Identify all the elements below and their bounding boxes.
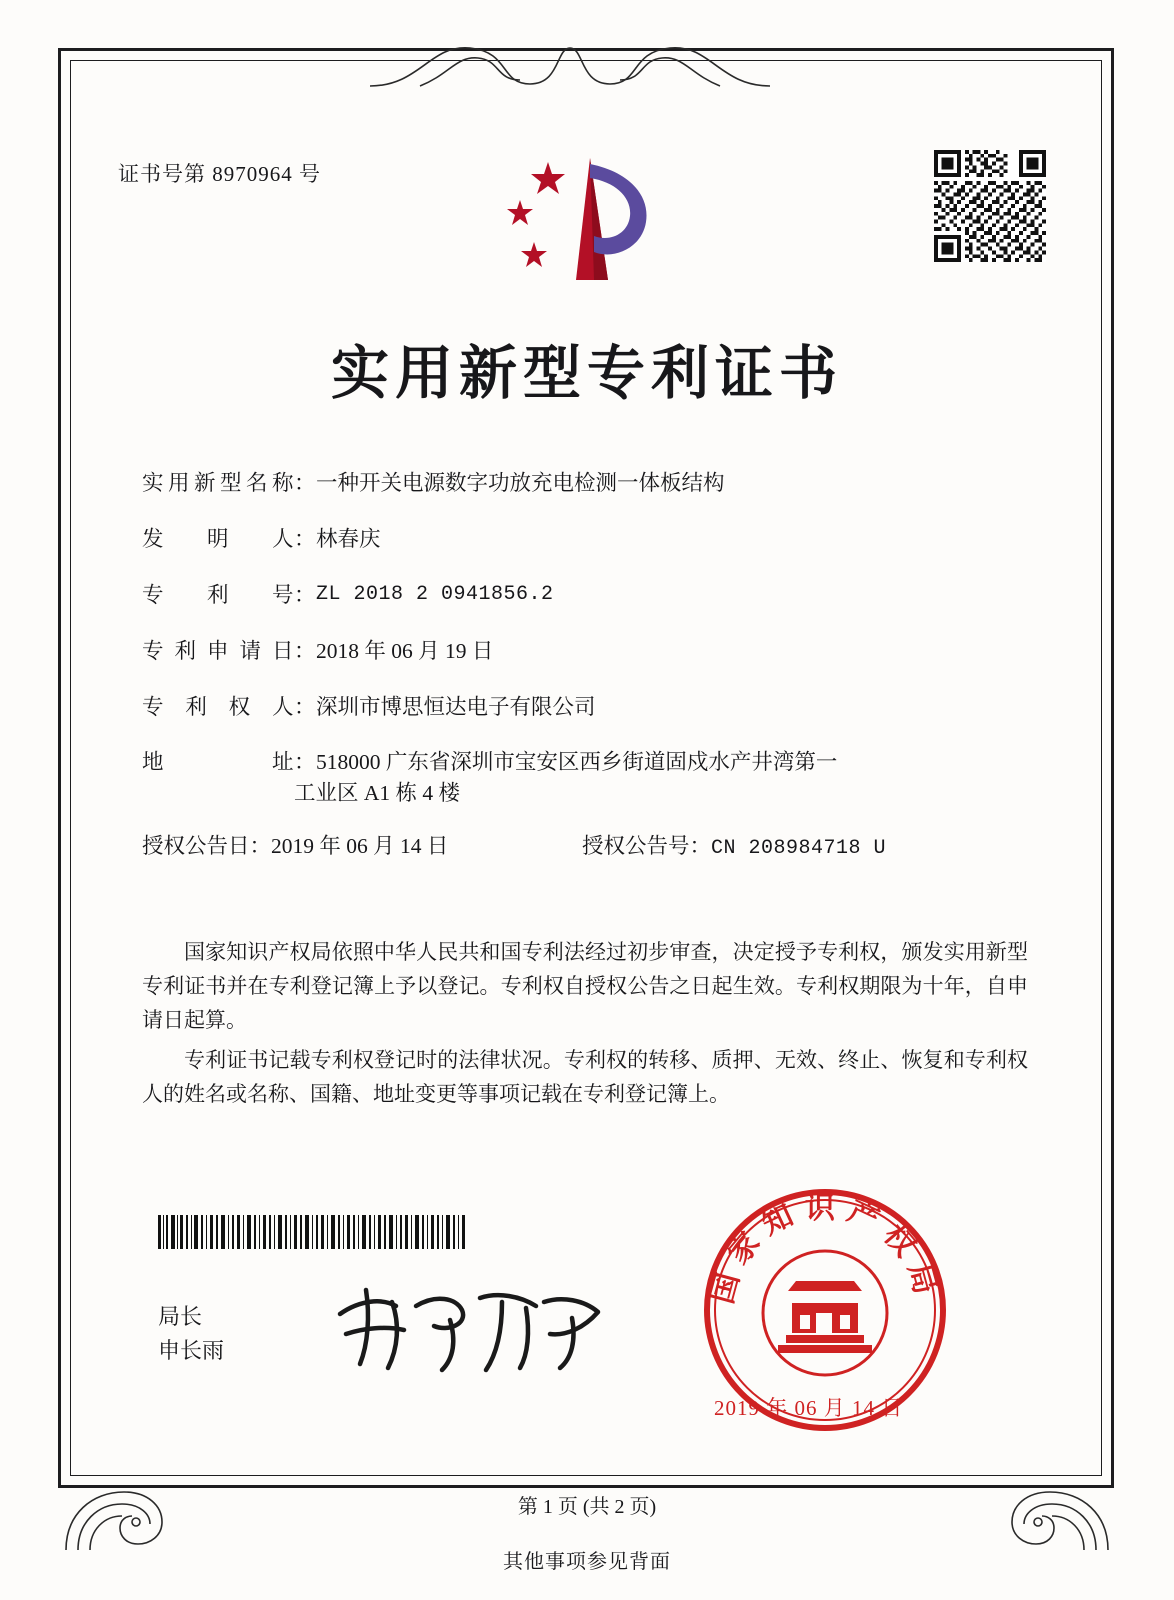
- field-label: 专利申请日: [142, 638, 294, 663]
- field-value-line2: 工业区 A1 栋 4 楼: [294, 781, 461, 806]
- director-name: 申长雨: [158, 1338, 225, 1364]
- grant-row: [142, 833, 1042, 861]
- field-patentee: 专利权人： 深圳市博思恒达电子有限公司: [142, 694, 1042, 721]
- field-value: 一种开关电源数字功放充电检测一体板结构: [316, 471, 725, 495]
- field-value: 林春庆: [316, 526, 381, 551]
- grant-number-label: 授权公告号：: [582, 834, 712, 859]
- page-number: 第 1 页 (共 2 页): [517, 1496, 657, 1518]
- director-block: [158, 1300, 224, 1368]
- field-value: 518000 广东省深圳市宝安区西乡街道固戍水产井湾第一: [316, 750, 838, 775]
- field-label: 实用新型名称: [142, 471, 294, 495]
- field-value: 2018 年 06 月 19 日: [316, 638, 494, 663]
- qr-code-icon: [934, 150, 1046, 262]
- field-patent-number: 专利号： ZL 2018 2 0941856.2: [142, 582, 1042, 609]
- handwritten-signature-icon: [330, 1272, 610, 1382]
- legal-text: [142, 935, 1028, 1117]
- page-title: 实用新型专利证书: [330, 339, 843, 407]
- grant-date-value: 2019 年 06 月 14 日: [271, 834, 449, 859]
- grant-number: [582, 833, 886, 861]
- field-utility-model-name: 实用新型名称： 一种开关电源数字功放充电检测一体板结构: [142, 470, 1042, 497]
- field-inventor: 发明人： 林春庆: [142, 526, 1042, 553]
- field-label: 专利号: [142, 582, 294, 607]
- field-value: 深圳市博思恒达电子有限公司: [316, 694, 596, 719]
- seal-date: 2019 年 06 月 14 日: [714, 1396, 904, 1420]
- seal-text: 国家知识产权局: [704, 1191, 946, 1308]
- field-label: 地址: [142, 750, 294, 775]
- barcode-icon: [158, 1215, 468, 1249]
- field-list: [142, 470, 1042, 887]
- paragraph-2: 专利证书记载专利权登记时的法律状况。专利权的转移、质押、无效、终止、恢复和专利权人的姓名或名称、国籍、地址变更等事项记载在专利登记簿上。: [142, 1048, 1028, 1107]
- field-label: 发明人: [142, 526, 294, 551]
- patent-office-emblem-icon: [490, 148, 680, 293]
- field-value: ZL 2018 2 0941856.2: [316, 582, 554, 606]
- director-title: 局长: [158, 1304, 203, 1329]
- field-address: 地址： 518000 广东省深圳市宝安区西乡街道固戍水产井湾第一 工业区 A1 栋 4 楼: [142, 749, 1042, 807]
- grant-number-value: CN 208984718 U: [711, 837, 887, 861]
- footer-note: 其他事项参见背面: [503, 1551, 671, 1573]
- grant-date-label: 授权公告日：: [142, 834, 272, 859]
- certificate-number: 证书号第 8970964 号: [118, 162, 321, 186]
- field-application-date: 专利申请日： 2018 年 06 月 19 日: [142, 638, 1042, 665]
- field-label: 专利权人: [142, 694, 294, 719]
- grant-date: [142, 833, 582, 860]
- paragraph-1: 国家知识产权局依照中华人民共和国专利法经过初步审查，决定授予专利权，颁发实用新型专利证书并在专利登记簿上予以登记。专利权自授权公告之日起生效。专利权期限为十年，自申请日起算。: [142, 940, 1028, 1033]
